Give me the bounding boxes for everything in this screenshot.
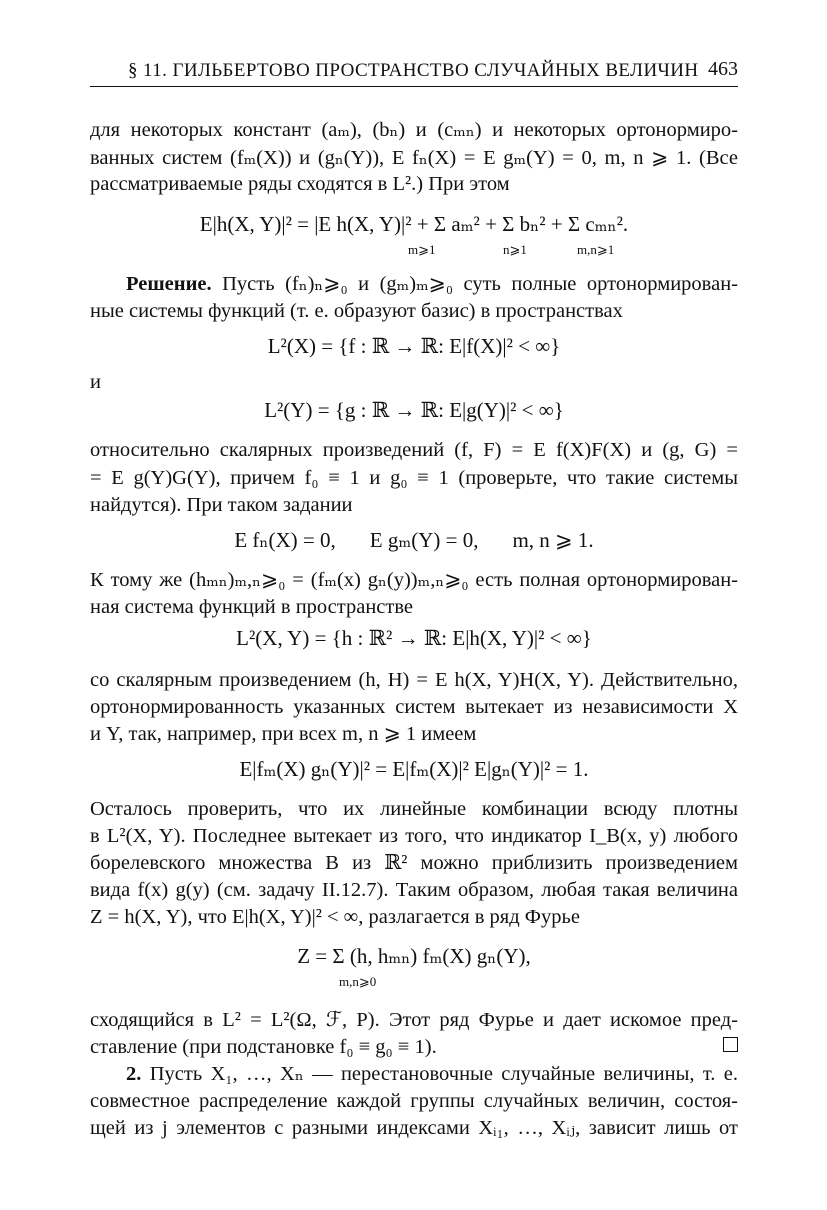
text-line: для некоторых констант (aₘ), (bₙ) и (cₘₙ) и некоторых ортонормиро- [90,119,738,141]
solution-label: Решение. [126,273,212,295]
solution-line [90,270,738,298]
text-line: найдутся). При таком задании [90,494,353,516]
text-line: в L²(X, Y). Последнее вытекает из того, что индикатор I_B(x, y) любого [90,825,738,847]
item-line [90,1060,738,1088]
text-line: вида f(x) g(y) (см. задачу II.12.7). Таким образом, любая такая величина [90,879,738,901]
equation-part: E fₙ(X) = 0, [234,528,336,552]
equation-1: E|h(X, Y)|² = |E h(X, Y)|² + Σ aₘ² + Σ bₙ² + Σ cₘₙ². [199,212,629,236]
item-number: 2. [126,1063,142,1085]
equation-2: L²(X) = {f : ℝ → ℝ: E|f(X)|² < ∞} [267,334,561,358]
text-line: Z = h(X, Y), что E|h(X, Y)|² < ∞, разлагается в ряд Фурье [90,906,580,928]
running-header [90,56,738,87]
text-line: ортонормированность указанных систем вытекает из независимости X [90,696,738,718]
text-line: и [90,371,101,393]
text-line: со скалярным произведением (h, H) = E h(X, Y)H(X, Y). Действительно, [90,669,738,691]
sum-index: m,n⩾1 [577,242,615,257]
equation-part: m, n ⩾ 1. [512,528,594,552]
text-line: = E g(Y)G(Y), причем f₀ ≡ 1 и g₀ ≡ 1 (проверьте, что такие системы [90,467,738,489]
text-line: борелевского множества B из ℝ² можно приблизить произведением [90,852,738,874]
text-line: сходящийся в L² = L²(Ω, ℱ, P). Этот ряд Фурье и дает искомое пред- [90,1009,738,1031]
text-line: К тому же (hₘₙ)ₘ,ₙ⩾₀ = (fₘ(x) gₙ(y))ₘ,ₙ⩾₀ есть полная ортонормирован- [90,569,738,591]
equation-4 [90,528,738,553]
text-line: ставление (при подстановке f₀ ≡ g₀ ≡ 1). [90,1036,437,1058]
text-line: относительно скалярных произведений (f, F) = E f(X)F(X) и (g, G) = [90,439,738,461]
equation-6: E|fₘ(X) gₙ(Y)|² = E|fₘ(X)|² E|gₙ(Y)|² = 1. [239,757,589,781]
text-line: рассматриваемые ряды сходятся в L².) При этом [90,173,510,195]
equation-part: E gₘ(Y) = 0, [369,528,479,552]
text-line: ные системы функций (т. е. образуют базис) в пространствах [90,300,623,322]
text-line: щей из j элементов с разными индексами Xᵢ₁, …, Xᵢⱼ, зависит лишь от [90,1117,738,1139]
equation-7: Z = Σ (h, hₘₙ) fₘ(X) gₙ(Y), [297,944,531,968]
sum-index: m⩾1 [408,242,436,257]
text-line: совместное распределение каждой группы случайных величин, состоя- [90,1090,738,1112]
text-line: ванных систем (fₘ(X)) и (gₙ(Y)), E fₙ(X) = E gₘ(Y) = 0, m, n ⩾ 1. (Все [90,147,738,169]
text-line: Осталось проверить, что их линейные комбинации всюду плотны [90,798,738,820]
text-line: ная система функций в пространстве [90,596,414,618]
sum-index: m,n⩾0 [339,974,377,989]
section-title: § 11. ГИЛЬБЕРТОВО ПРОСТРАНСТВО СЛУЧАЙНЫХ ВЕЛИЧИН [128,60,699,81]
sum-index: n⩾1 [503,242,527,257]
text-line: и Y, так, например, при всех m, n ⩾ 1 имеем [90,723,477,745]
text-span: Пусть X₁, …, Xₙ — перестановочные случайные величины, т. е. [141,1063,738,1085]
equation-5: L²(X, Y) = {h : ℝ² → ℝ: E|h(X, Y)|² < ∞} [236,626,592,650]
equation-3: L²(Y) = {g : ℝ → ℝ: E|g(Y)|² < ∞} [264,398,564,422]
qed-square-icon [723,1037,738,1052]
text-span: Пусть (fₙ)ₙ⩾₀ и (gₘ)ₘ⩾₀ суть полные ортонормирован- [211,273,738,295]
page-number: 463 [708,58,738,80]
